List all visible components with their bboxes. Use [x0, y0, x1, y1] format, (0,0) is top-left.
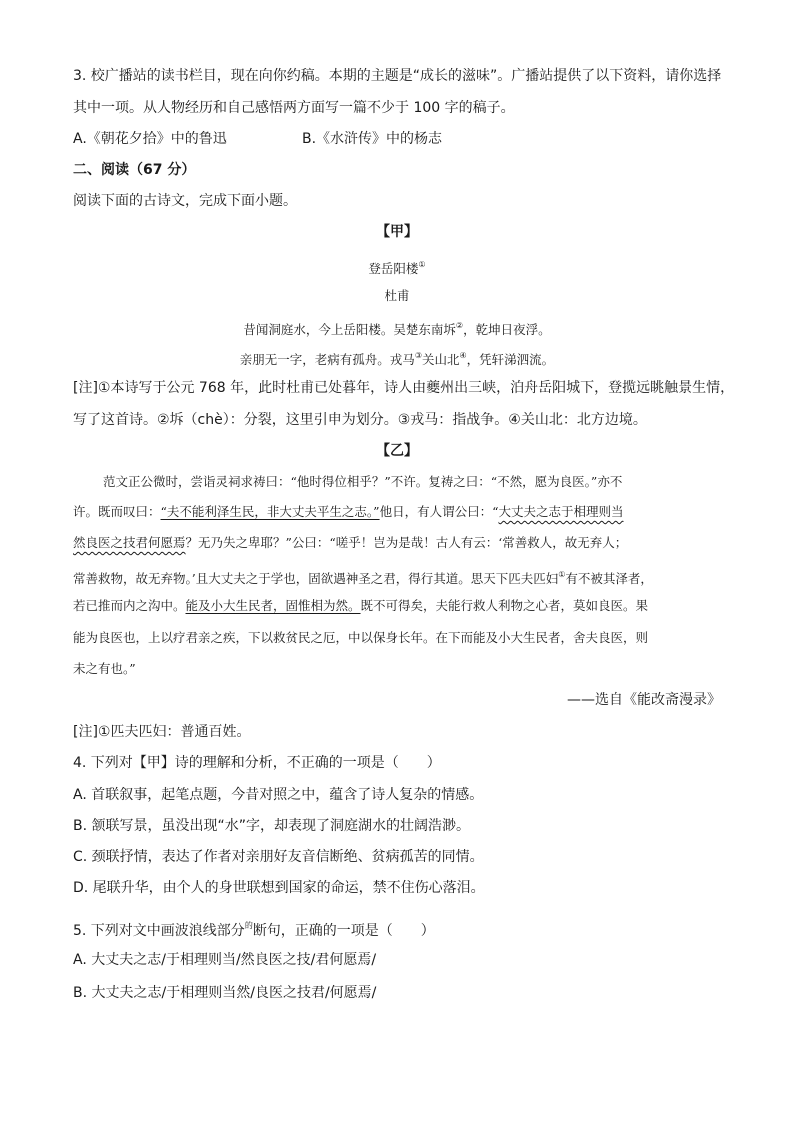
- q4-stem: 4. 下列对【甲】诗的理解和分析，不正确的一项是（ ）: [73, 755, 441, 771]
- yi-line-3-b: ？无乃失之卑耶？”公曰：“嗟乎！岂为是哉！古人有云：‘常善救人，故无弃人；: [185, 535, 628, 550]
- q5-stem-sup: 的: [244, 921, 253, 930]
- yi-para-line-4: [73, 565, 653, 589]
- q4-option-a: A. 首联叙事，起笔点题，今昔对照之中，蕴含了诗人复杂的情感。: [73, 787, 484, 803]
- q5-stem-b: 断句，正确的一项是（ ）: [252, 923, 435, 939]
- yi-line-5-a: 若已推而内之沟中。: [73, 598, 186, 613]
- verse-2-part-b: 关山北: [421, 352, 460, 367]
- q5-stem-a: 5. 下列对文中画波浪线部分: [73, 923, 245, 939]
- yi-para-line-3: [73, 533, 627, 553]
- yi-line-4-a: 常善救物，故无弃物。’且大丈夫之于学也，固欲遇神圣之君，得行其道。思天下匹夫匹妇: [73, 571, 559, 586]
- verse-2-part-c: ，凭轩涕泗流。: [466, 352, 555, 367]
- poem-verse-2: [0, 346, 794, 370]
- poem-author: 杜甫: [384, 288, 410, 303]
- yi-line-2-a: 许。既而叹曰：: [73, 504, 161, 519]
- reading-intro: 阅读下面的古诗文，完成下面小题。: [73, 193, 297, 209]
- q3-option-a: A.《朝花夕拾》中的鲁迅: [73, 131, 227, 147]
- q5-option-a: A. 大丈夫之志/于相理则当/然良医之技/君何愿焉/: [73, 952, 377, 968]
- verse-2-note-2: ④: [459, 351, 467, 360]
- jia-notes-line-2: 写了这首诗。②坼（chè）：分裂，这里引申为划分。③戎马：指战争。④关山北：北方边境。: [73, 412, 647, 428]
- yi-line-4-note: ①: [558, 570, 566, 579]
- q4-option-b: B. 颔联写景，虽没出现“水”字，却表现了洞庭湖水的壮阔浩渺。: [73, 818, 471, 834]
- jia-label: 【甲】: [376, 224, 418, 240]
- verse-1-note: ②: [455, 321, 464, 330]
- yi-para-line-5: [73, 596, 648, 616]
- yi-label: 【乙】: [376, 443, 418, 459]
- yi-para-line-1: 范文正公微时，尝诣灵祠求祷曰：“他时得位相乎？”不许。复祷之曰：“不然，愿为良医。”亦不: [103, 474, 623, 489]
- yi-line-2-b: 他日，有人谓公曰：“: [379, 504, 499, 519]
- poem-title-text: 登岳阳楼: [368, 261, 419, 276]
- section-heading: 二、阅读（67 分）: [73, 162, 196, 178]
- yi-para-line-2: [73, 502, 623, 522]
- q3-line-2: 其中一项。从人物经历和自己感悟两方面写一篇不少于 100 字的稿子。: [73, 100, 515, 116]
- verse-2-note-1: ③: [414, 351, 422, 360]
- yi-note: [注]①匹夫匹妇：普通百姓。: [73, 724, 251, 740]
- q4-option-c: C. 颈联抒情，表达了作者对亲朋好友音信断绝、贫病孤苦的同情。: [73, 849, 484, 865]
- poem-title-note: ①: [418, 260, 426, 269]
- underlined-sentence-2: 能及小大生民者，固惟相为然。: [185, 598, 361, 613]
- jia-notes-line-1: [注]①本诗写于公元 768 年，此时杜甫已处暮年，诗人由夔州出三峡，泊舟岳阳城下，登揽远眺触景生情，: [73, 380, 735, 396]
- verse-1-part-b: ，乾坤日夜浮。: [463, 322, 551, 337]
- wavy-line-part-1: 大丈夫之志于相理则当: [498, 504, 624, 519]
- underlined-sentence-1: “夫不能利泽生民，非大丈夫平生之志。”: [160, 504, 380, 519]
- q4-option-d: D. 尾联升华，由个人的身世联想到国家的命运，禁不住伤心落泪。: [73, 880, 485, 896]
- verse-2-part-a: 亲朋无一字，老病有孤舟。戎马: [239, 352, 415, 367]
- yi-line-5-b: 既不可得矣，夫能行救人利物之心者，莫如良医。果: [360, 598, 649, 613]
- yi-para-line-7: 未之有也。”: [73, 661, 136, 676]
- q5-stem: [73, 916, 435, 941]
- q3-option-b: B.《水浒传》中的杨志: [302, 131, 443, 147]
- yi-para-line-6: 能为良医也，上以疗君亲之疾，下以救贫民之厄，中以保身长年。在下而能及小大生民者，舍夫良医，则: [73, 630, 649, 645]
- poem-title: [0, 255, 794, 279]
- source-citation: ——选自《能改斋漫录》: [567, 692, 721, 708]
- yi-line-4-b: 有不被其泽者，: [565, 571, 653, 586]
- verse-1-part-a: 昔闻洞庭水，今上岳阳楼。吴楚东南坼: [243, 322, 456, 337]
- wavy-line-part-2: 然良医之技君何愿焉: [73, 535, 186, 550]
- poem-verse-1: [0, 316, 794, 340]
- q3-line-1: 3. 校广播站的读书栏目，现在向你约稿。本期的主题是“成长的滋味”。广播站提供了以下资料，请你选择: [73, 68, 722, 84]
- q5-option-b: B. 大丈夫之志/于相理则当然/良医之技君/何愿焉/: [73, 985, 377, 1001]
